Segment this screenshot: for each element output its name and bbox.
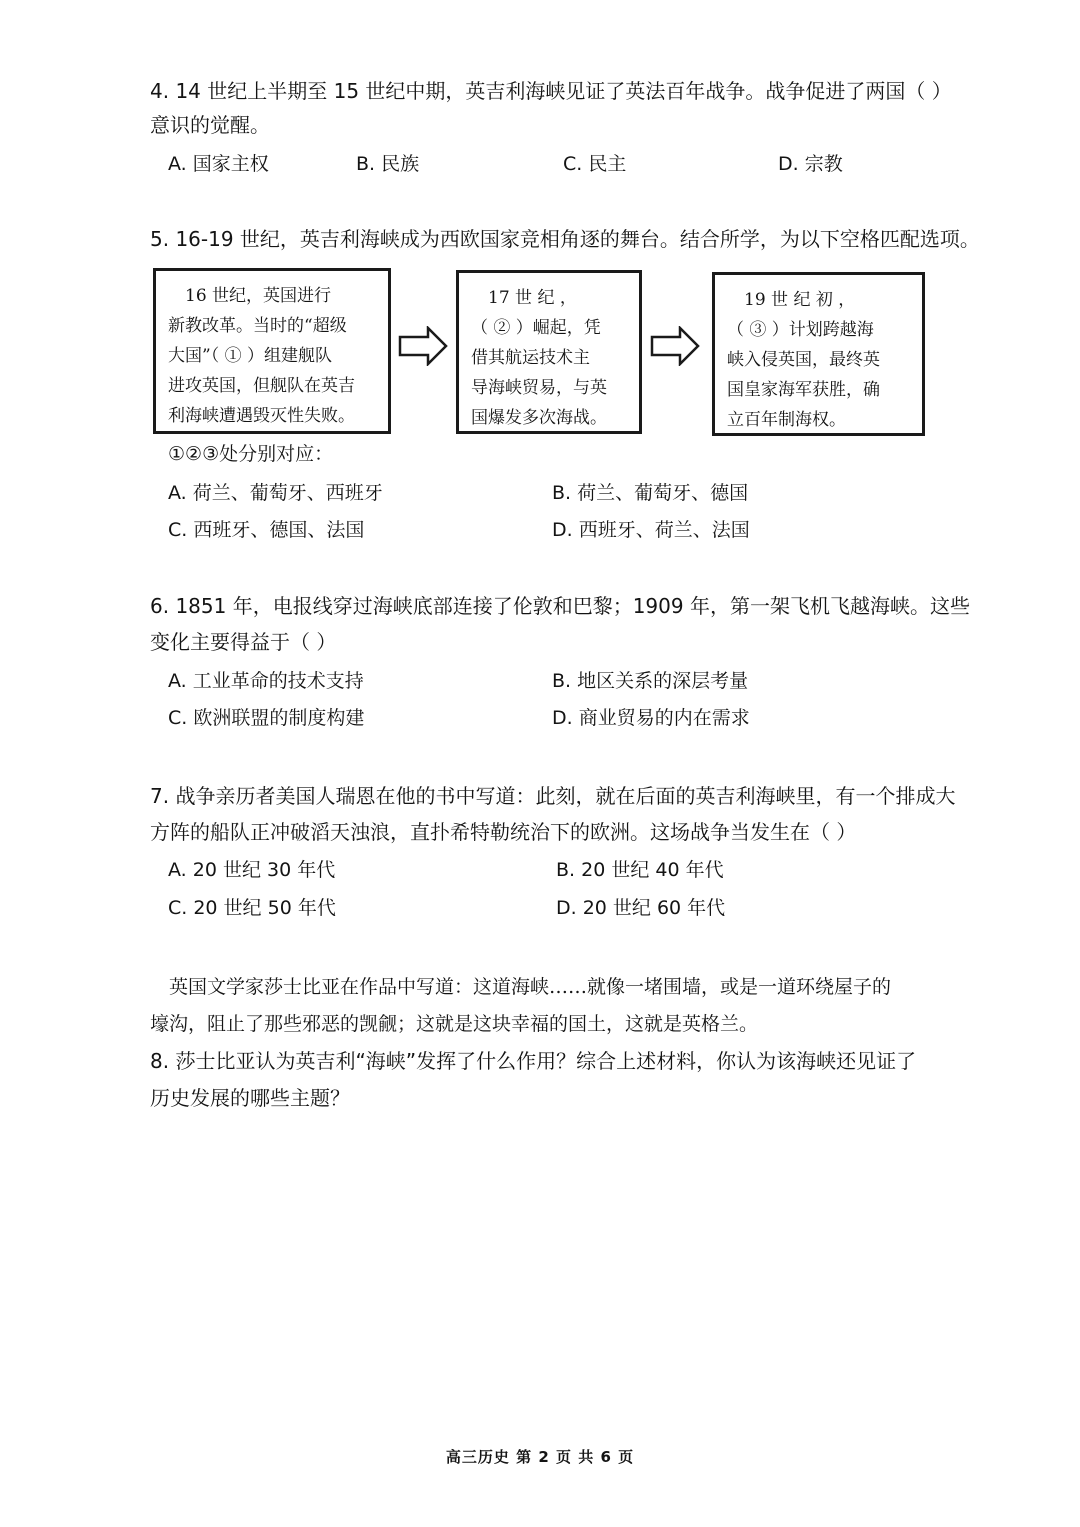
q8-stem-line2: 历史发展的哪些主题？ [150,1086,350,1110]
box1-line: 16 世纪，英国进行 [168,286,332,306]
q4-option-b: B. 民族 [356,153,420,175]
box3-line: 19 世 纪 初 ， [727,290,856,310]
box2-line: 国爆发多次海战。 [471,408,607,428]
q7-stem-line1: 7. 战争亲历者美国人瑞恩在他的书中写道：此刻，就在后面的英吉利海峡里，有一个排成大 [150,784,956,808]
q4-option-c: C. 民主 [563,153,627,175]
q6-option-b: B. 地区关系的深层考量 [552,670,749,692]
q5-option-b: B. 荷兰、葡萄牙、德国 [552,482,749,504]
material-line1: 英国文学家莎士比亚在作品中写道：这道海峡……就像一堵围墙，或是一道环绕屋子的 [150,976,892,998]
q5-box-17th-century [456,270,642,434]
q4-stem-line1: 4. 14 世纪上半期至 15 世纪中期，英吉利海峡见证了英法百年战争。战争促进了两国（ ） [150,79,952,103]
q7-stem-line2: 方阵的船队正冲破滔天浊浪，直扑希特勒统治下的欧洲。这场战争当发生在（ ） [150,820,857,844]
q6-stem-line2: 变化主要得益于（ ） [150,630,337,654]
box2-line: 导海峡贸易，与英 [471,378,607,398]
right-arrow-icon [650,326,700,366]
q6-option-d: D. 商业贸易的内在需求 [552,707,750,729]
q6-stem-line1: 6. 1851 年，电报线穿过海峡底部连接了伦敦和巴黎；1909 年，第一架飞机飞越海峡。这些 [150,594,970,618]
q6-option-c: C. 欧洲联盟的制度构建 [168,707,365,729]
q4-option-a: A. 国家主权 [168,153,269,175]
box2-line: 17 世 纪 ， [471,288,577,308]
q5-option-c: C. 西班牙、德国、法国 [168,519,365,541]
q5-box-16th-century [153,268,391,434]
q8-stem-line1: 8. 莎士比亚认为英吉利“海峡”发挥了什么作用？综合上述材料，你认为该海峡还见证了 [150,1049,917,1073]
box3-line: 立百年制海权。 [727,410,846,430]
q6-option-a: A. 工业革命的技术支持 [168,670,364,692]
box1-line: 利海峡遭遇毁灭性失败。 [168,406,355,426]
q7-option-a: A. 20 世纪 30 年代 [168,859,336,881]
q7-option-c: C. 20 世纪 50 年代 [168,897,336,919]
q7-option-b: B. 20 世纪 40 年代 [556,859,724,881]
box1-line: 进攻英国，但舰队在英吉 [168,376,355,396]
right-arrow-icon [398,326,448,366]
box2-line: 借其航运技术主 [471,348,590,368]
q4-option-d: D. 宗教 [778,153,843,175]
q7-option-d: D. 20 世纪 60 年代 [556,897,726,919]
box2-line: （ ② ）崛起，凭 [471,318,601,338]
page-footer: 高三历史 第 2 页 共 6 页 [445,1448,635,1466]
q5-stem: 5. 16-19 世纪，英吉利海峡成为西欧国家竞相角逐的舞台。结合所学，为以下空格匹配选项。 [150,227,980,251]
box1-line: 新教改革。当时的“超级 [168,316,347,336]
box3-line: （ ③ ）计划跨越海 [727,320,874,340]
q5-prompt: ①②③处分别对应： [168,443,334,465]
box3-line: 国皇家海军获胜，确 [727,380,880,400]
q5-option-a: A. 荷兰、葡萄牙、西班牙 [168,482,383,504]
box3-line: 峡入侵英国，最终英 [727,350,880,370]
q5-option-d: D. 西班牙、荷兰、法国 [552,519,750,541]
box1-line: 大国”（ ① ）组建舰队 [168,346,332,366]
q4-stem-line2: 意识的觉醒。 [150,113,270,137]
q5-box-19th-century [712,272,925,436]
material-line2: 壕沟，阻止了那些邪恶的觊觎；这就是这块幸福的国土，这就是英格兰。 [150,1013,759,1035]
